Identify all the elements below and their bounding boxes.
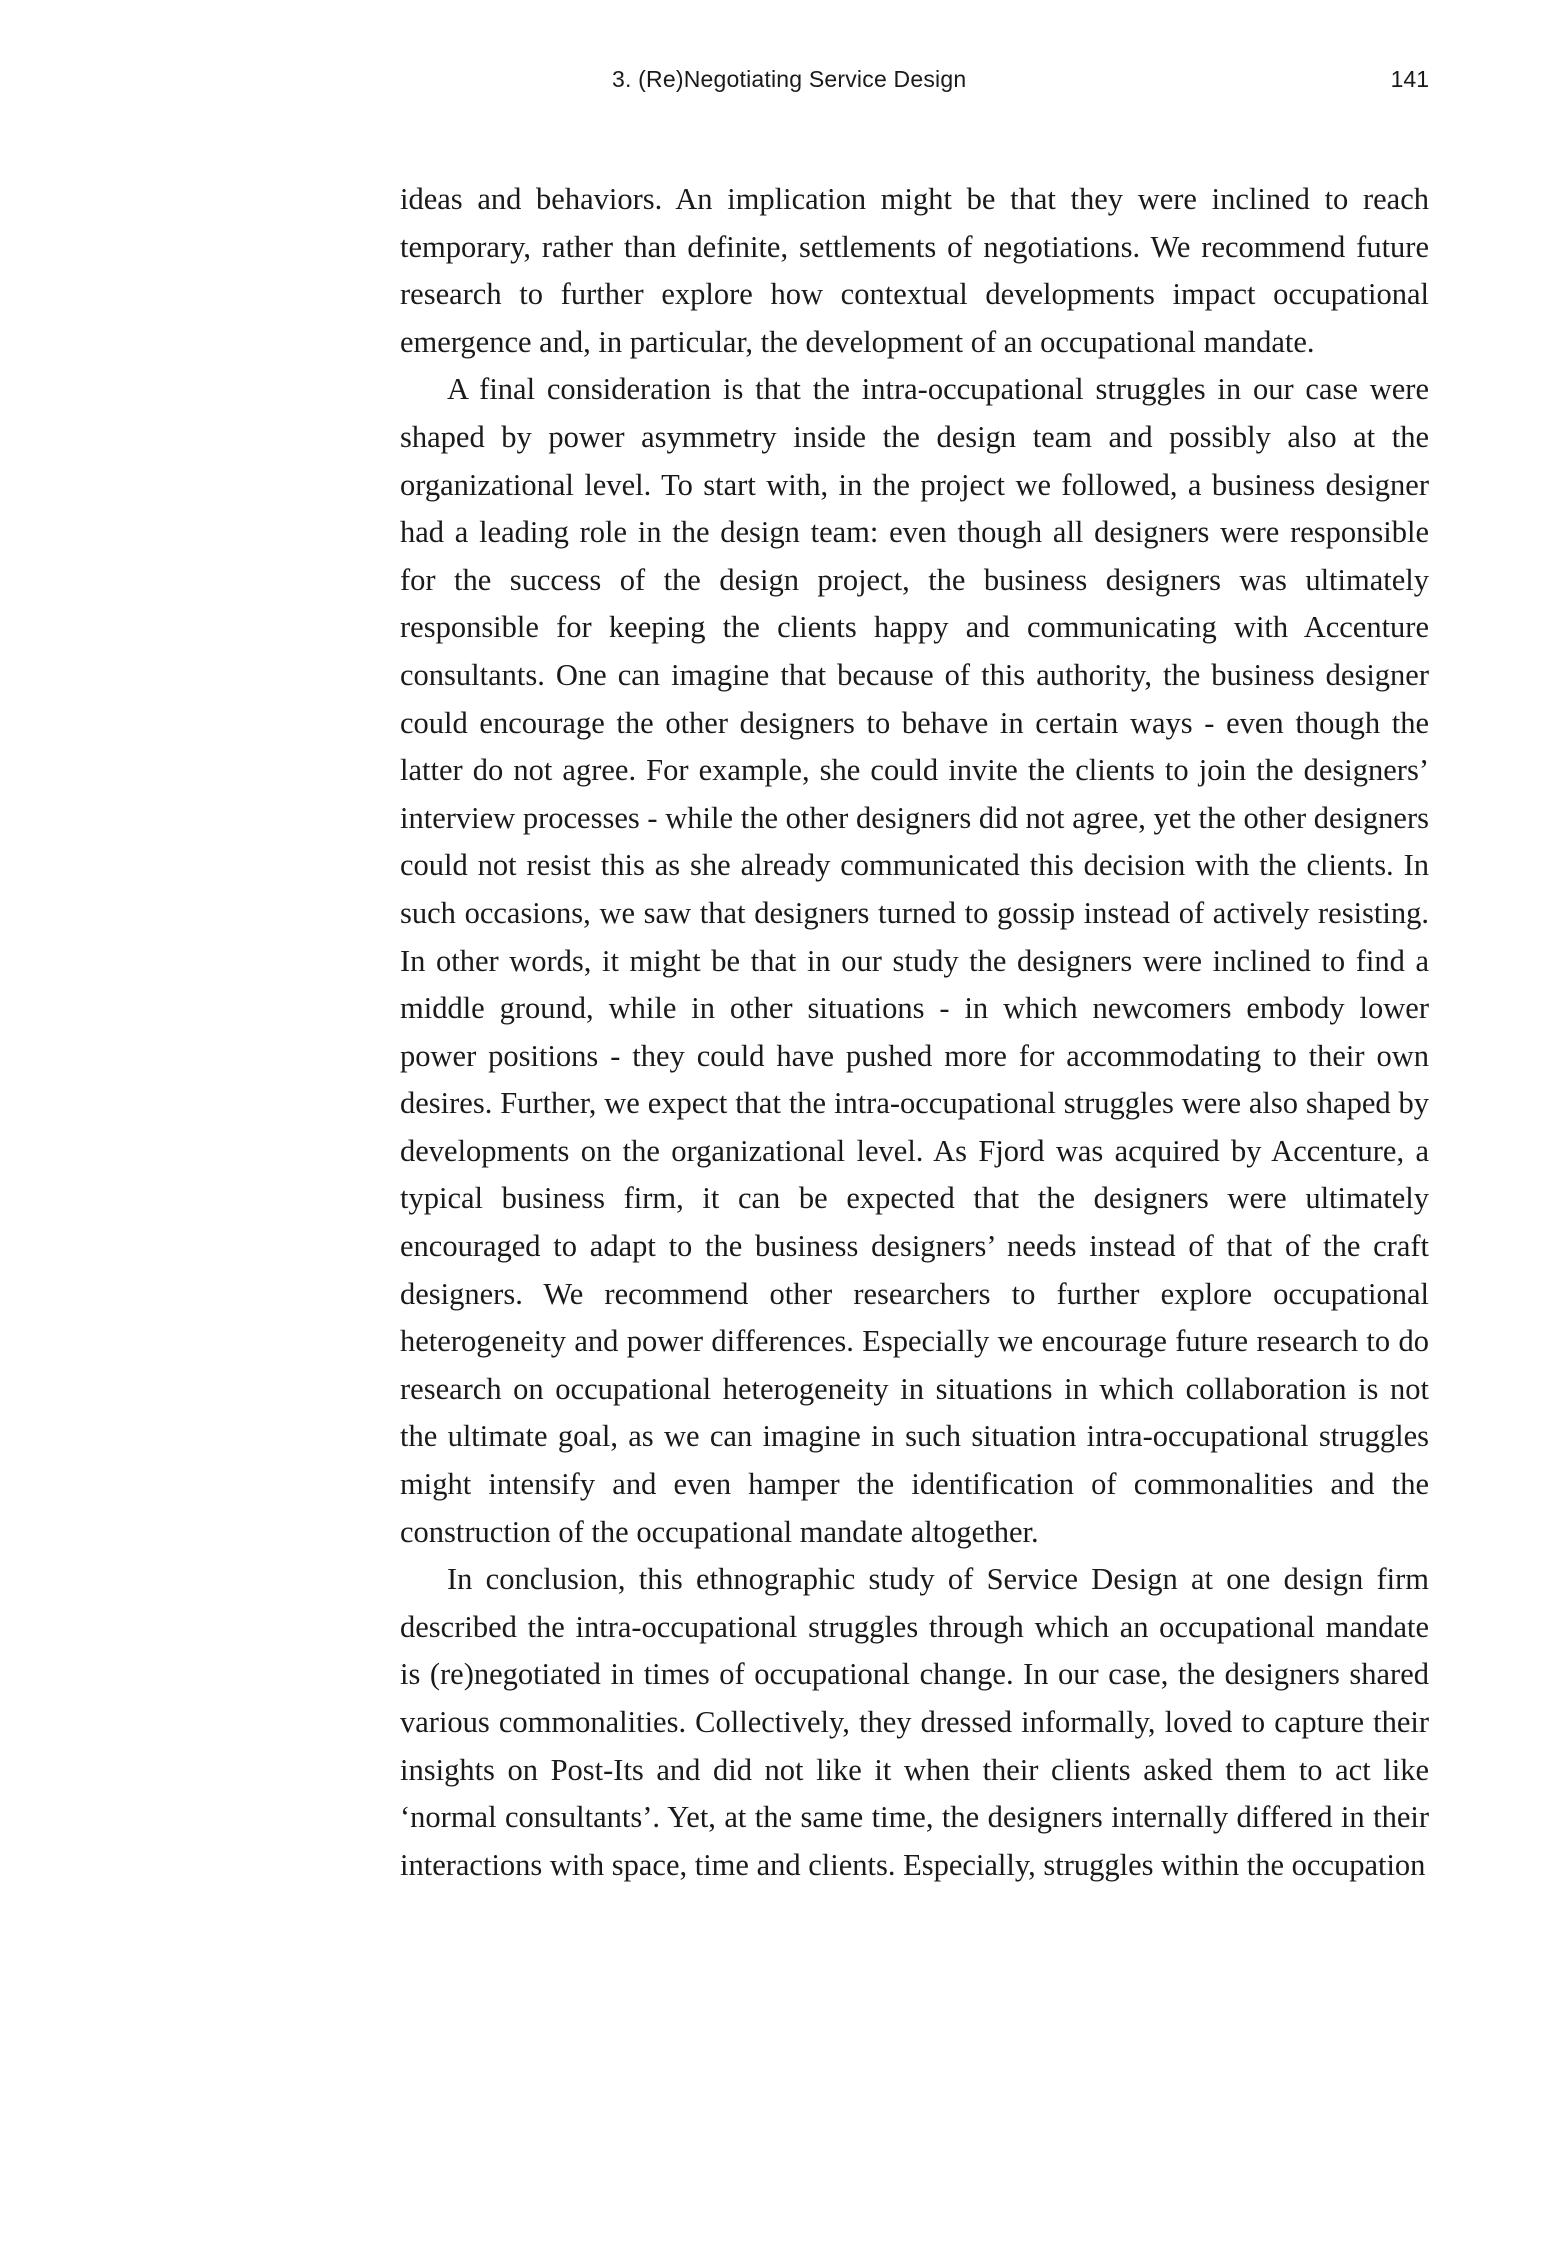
running-head-title: 3. (Re)Negotiating Service Design [612, 66, 967, 92]
paragraph-conclusion: In conclusion, this ethnographic study of Service Design at one design firm described the intra-occupational struggles through which an occupational mandate is (re)negotiated in times of occupational change. In our case, the designers shared various commonalities. Collectively, they dressed informally, loved to capture their insights on Post-Its and did not like it when their clients asked them to act like ‘normal consultants’. Yet, at the same time, the designers internally differed in their interactions with space, time and clients. Especially, struggles within the occupation [400, 1562, 1429, 1882]
paragraph-continuation: ideas and behaviors. An implication might be that they were inclined to reach temporary, rather than definite, settlements of negotiations. We recommend future research to further explore how contextual developments impact occupational emergence and, in particular, the development of an occupational mandate. [400, 182, 1429, 359]
paragraph-final-consideration: A final consideration is that the intra-occupational struggles in our case were shaped by power asymmetry inside the design team and possibly also at the organizational level. To start with, in the project we followed, a business designer had a leading role in the design team: even though all designers were responsible for the success of the design project, the business designers was ultimately responsible for keeping the clients happy and communicating with Accenture consultants. One can imagine that because of this authority, the business designer could encourage the other designers to behave in certain ways - even though the latter do not agree. For example, she could invite the clients to join the designers’ interview processes - while the other designers did not agree, yet the other designers could not resist this as she already communicated this decision with the clients. In such occasions, we saw that designers turned to gossip instead of actively resisting. In other words, it might be that in our study the designers were inclined to find a middle ground, while in other situations - in which newcomers embody lower power positions - they could have pushed more for accommodating to their own desires. Further, we expect that the intra-occupational struggles were also shaped by developments on the organizational level. As Fjord was acquired by Accenture, a typical business firm, it can be expected that the designers were ultimately encouraged to adapt to the business designers’ needs instead of that of the craft designers. We recommend other researchers to further explore occupational heterogeneity and power differences. Especially we encourage future research to do research on occupational heterogeneity in situations in which collaboration is not the ultimate goal, as we can imagine in such situation intra-occupational struggles might intensify and even hamper the identification of commonalities and the construction of the occupational mandate altogether. [400, 372, 1429, 1549]
body-text [400, 176, 1429, 1889]
page-number: 141 [1390, 66, 1429, 92]
